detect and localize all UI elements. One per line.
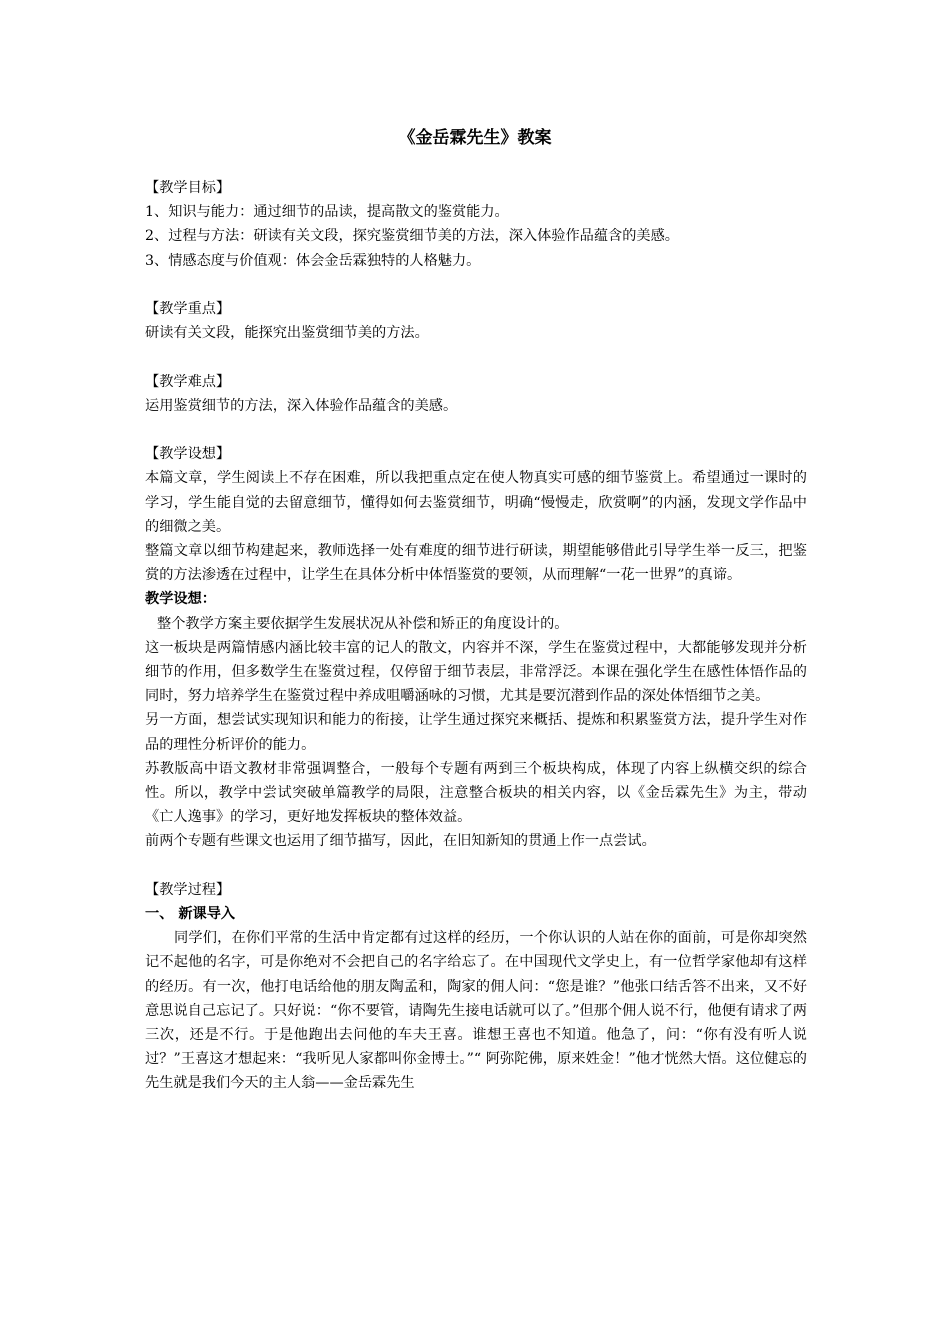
key-point-heading: 【教学重点】 xyxy=(145,301,231,317)
key-point-text: 研读有关文段，能探究出鉴赏细节美的方法。 xyxy=(145,325,429,342)
spacer xyxy=(145,273,807,297)
design-paragraph: 另一方面，想尝试实现知识和能力的衔接，让学生通过探究来概括、提炼和积累鉴赏方法，提升学生对作品的理性分析评价的能力。 xyxy=(145,712,807,753)
design-paragraph: 前两个专题有些课文也运用了细节描写，因此，在旧知新知的贯通上作一点尝试。 xyxy=(145,833,656,850)
step-paragraph: 同学们，在你们平常的生活中肯定都有过这样的经历，一个你认识的人站在你的面前，可是你却突然记不起他的名字，可是你绝对不会把自己的名字给忘了。在中国现代文学史上，有一位哲学家他却有这样的经历。有一次，他打电话给他的朋友陶孟和，陶家的佣人问：“您是谁？”他张口结舌答不出来，又不好意思说自己忘记了。只好说：“你不要管，请陶先生接电话就可以了。”但那个佣人说不行，他便有请求了两三次，还是不行。于是他跑出去问他的车夫王喜。谁想王喜也不知道。他急了，问：“你有没有听人说过？”王喜这才想起来：“我听见人家都叫你金博士。”“ 阿弥陀佛，原来姓金！”他才恍然大悟。这位健忘的先生就是我们今天的主人翁——金岳霖先生 xyxy=(145,930,807,1092)
objective-item: 1、知识与能力：通过细节的品读，提高散文的鉴赏能力。 xyxy=(145,204,509,221)
spacer xyxy=(145,345,807,369)
document-body xyxy=(145,176,807,1096)
design-paragraph: 整个教学方案主要依据学生发展状况从补偿和矫正的角度设计的。 xyxy=(157,615,569,632)
spacer xyxy=(145,854,807,878)
design-paragraph: 本篇文章，学生阅读上不存在困难，所以我把重点定在使人物真实可感的细节鉴赏上。希望通过一课时的学习，学生能自觉的去留意细节，懂得如何去鉴赏细节，明确“慢慢走，欣赏啊”的内涵，发现文学作品中的细微之美。 xyxy=(145,470,807,535)
objective-item: 3、情感态度与价值观：体会金岳霖独特的人格魅力。 xyxy=(145,252,481,269)
design-paragraph: 这一板块是两篇情感内涵比较丰富的记人的散文，内容并不深，学生在鉴赏过程中，大都能够发现并分析细节的作用，但多数学生在鉴赏过程，仅停留于细节表层，非常浮泛。本课在强化学生在感性体悟作品的同时，努力培养学生在鉴赏过程中养成咀嚼涵咏的习惯，尤其是要沉潜到作品的深处体悟细节之美。 xyxy=(145,639,807,705)
design-paragraph: 苏教版高中语文教材非常强调整合，一般每个专题有两到三个板块构成，体现了内容上纵横交织的综合性。所以，教学中尝试突破单篇教学的局限，注意整合板块的相关内容，以《金岳霖先生》为主，带动《亡人逸事》的学习，更好地发挥板块的整体效益。 xyxy=(145,760,807,826)
process-heading: 【教学过程】 xyxy=(145,881,231,898)
objectives-heading: 【教学目标】 xyxy=(145,180,231,196)
objective-item: 2、过程与方法：研读有关文段，探究鉴赏细节美的方法，深入体验作品蕴含的美感。 xyxy=(145,228,679,245)
difficulty-heading: 【教学难点】 xyxy=(145,373,231,390)
spacer xyxy=(145,418,807,442)
design-bold-heading: 教学设想： xyxy=(145,591,216,608)
design-paragraph: 整篇文章以细节构建起来，教师选择一处有难度的细节进行研读，期望能够借此引导学生举一反三，把鉴赏的方法渗透在过程中，让学生在具体分析中体悟鉴赏的要领，从而理解“一花一世界”的真谛。 xyxy=(145,543,807,584)
step-heading: 一、 新课导入 xyxy=(145,906,236,923)
design-heading: 【教学设想】 xyxy=(145,446,231,463)
difficulty-text: 运用鉴赏细节的方法，深入体验作品蕴含的美感。 xyxy=(145,397,458,414)
document-title: 《金岳霖先生》教案 xyxy=(398,128,552,148)
